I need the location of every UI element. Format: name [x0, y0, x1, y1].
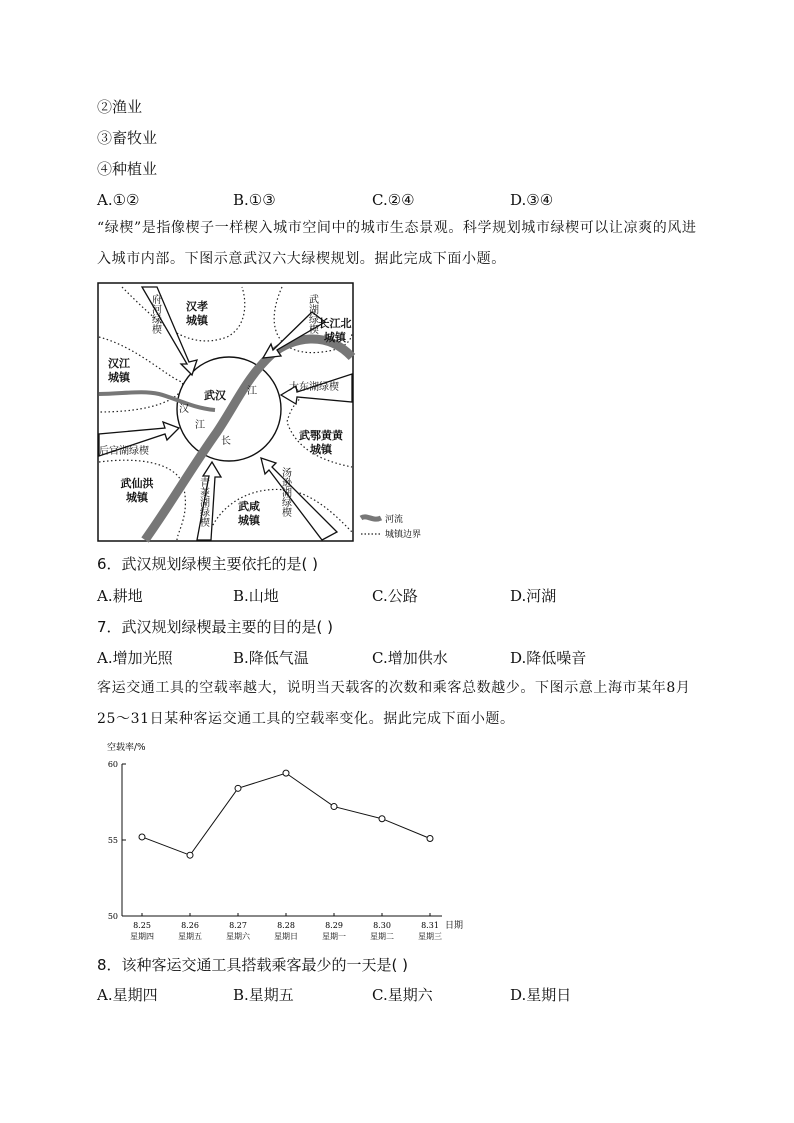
label-river-han: 汉: [179, 404, 189, 415]
data-point: [427, 835, 433, 841]
q8-option-a[interactable]: A.星期四: [97, 986, 158, 1004]
label-river-jiang2: 江: [247, 386, 257, 397]
data-point: [331, 804, 337, 810]
label-river-jiang1: 江: [195, 420, 205, 431]
label-wedge-fuhe: 府河绿楔: [149, 294, 161, 334]
x-weekday-label: 星期一: [322, 932, 346, 940]
chart-xlabel: 日期: [445, 921, 464, 931]
option-item-fishery: ②渔业: [97, 98, 143, 116]
label-wuxian-1: 武咸: [238, 500, 260, 513]
x-tick-label: 8.29: [325, 921, 343, 930]
legend-boundary-label: 城镇边界: [385, 530, 422, 540]
chart-ylabel: 空载率/%: [107, 743, 146, 753]
data-point: [283, 770, 289, 776]
x-weekday-label: 星期三: [418, 932, 442, 940]
q7-option-a[interactable]: A.增加光照: [97, 649, 173, 667]
label-changjiangbei-2: 城镇: [324, 331, 346, 344]
label-wedge-tangxun: 汤逊湖绿楔: [279, 467, 291, 517]
q5-option-c[interactable]: C.②④: [372, 191, 415, 209]
legend-river-swatch: [361, 517, 381, 519]
q6-option-a[interactable]: A.耕地: [97, 587, 143, 605]
q8-option-b[interactable]: B.星期五: [233, 986, 294, 1004]
label-wuhan: 武汉: [204, 389, 226, 402]
q8-option-c[interactable]: C.星期六: [372, 986, 433, 1004]
wuhan-green-wedge-map: [97, 282, 427, 544]
series-line: [142, 773, 430, 855]
q7-option-c[interactable]: C.增加供水: [372, 649, 448, 667]
label-wedge-qingling: 青菱湖绿楔: [197, 477, 209, 527]
label-wuehh-2: 城镇: [310, 443, 332, 456]
x-tick-label: 8.31: [421, 921, 439, 930]
q7-option-b[interactable]: B.降低气温: [233, 649, 309, 667]
x-weekday-label: 星期四: [130, 932, 154, 940]
passage-green-wedge: “绿楔”是指像楔子一样楔入城市空间中的城市生态景观。科学规划城市绿楔可以让凉爽的风进入城市内部。下图示意武汉六大绿楔规划。据此完成下面小题。: [97, 220, 697, 267]
x-tick-label: 8.26: [181, 921, 199, 930]
label-wedge-wuhu: 武湖绿楔: [306, 294, 318, 334]
x-weekday-label: 星期六: [226, 932, 250, 940]
label-wuxianhong-2: 城镇: [126, 491, 148, 504]
data-point: [139, 834, 145, 840]
x-weekday-label: 星期日: [274, 932, 298, 940]
q6-option-d[interactable]: D.河湖: [510, 587, 557, 605]
y-tick-label: 50: [107, 912, 118, 921]
passage-empty-rate: 客运交通工具的空载率越大，说明当天载客的次数和乘客总数越少。下图示意上海市某年8月25～31日某种客运交通工具的空载率变化。据此完成下面小题。: [97, 680, 691, 727]
map-legend: [361, 513, 421, 540]
q5-option-b[interactable]: B.①③: [233, 191, 276, 209]
y-tick-label: 60: [107, 760, 118, 769]
x-tick-label: 8.27: [229, 921, 247, 930]
label-hanjiang-2: 城镇: [108, 371, 130, 384]
q6-stem: 6．武汉规划绿楔主要依托的是( ): [97, 555, 319, 573]
label-changjiangbei-1: 长江北: [318, 317, 352, 330]
x-tick-label: 8.25: [133, 921, 151, 930]
label-wedge-houguan: 后官湖绿楔: [99, 446, 149, 457]
label-wuehh-1: 武鄂黄黄: [299, 429, 343, 442]
q6-option-c[interactable]: C.公路: [372, 587, 418, 605]
x-weekday-label: 星期五: [178, 932, 202, 940]
x-tick-label: 8.28: [277, 921, 295, 930]
label-wuxian-2: 城镇: [238, 514, 260, 527]
q7-stem: 7．武汉规划绿楔最主要的目的是( ): [97, 618, 334, 636]
q5-option-a[interactable]: A.①②: [97, 191, 140, 209]
legend-river-label: 河流: [385, 515, 404, 525]
q5-option-d[interactable]: D.③④: [510, 191, 554, 209]
label-hanxiao-1: 汉孝: [186, 300, 208, 313]
data-point: [187, 852, 193, 858]
x-tick-label: 8.30: [373, 921, 391, 930]
option-item-planting: ④种植业: [97, 160, 158, 178]
option-item-animal-husbandry: ③畜牧业: [97, 129, 158, 147]
label-hanxiao-2: 城镇: [186, 314, 208, 327]
label-wedge-dadonghu: 大东湖绿楔: [289, 382, 339, 393]
label-river-chang: 长: [221, 436, 231, 447]
label-wuxianhong-1: 武仙洪: [120, 477, 154, 490]
data-point: [379, 816, 385, 822]
empty-rate-line-chart: [97, 740, 477, 940]
q7-option-d[interactable]: D.降低噪音: [510, 649, 587, 667]
q8-option-d[interactable]: D.星期日: [510, 986, 572, 1004]
data-point: [235, 785, 241, 791]
label-hanjiang-1: 汉江: [108, 357, 130, 370]
x-weekday-label: 星期二: [370, 932, 394, 940]
q6-option-b[interactable]: B.山地: [233, 587, 279, 605]
q8-stem: 8．该种客运交通工具搭载乘客最少的一天是( ): [97, 956, 409, 974]
y-tick-label: 55: [107, 836, 118, 845]
